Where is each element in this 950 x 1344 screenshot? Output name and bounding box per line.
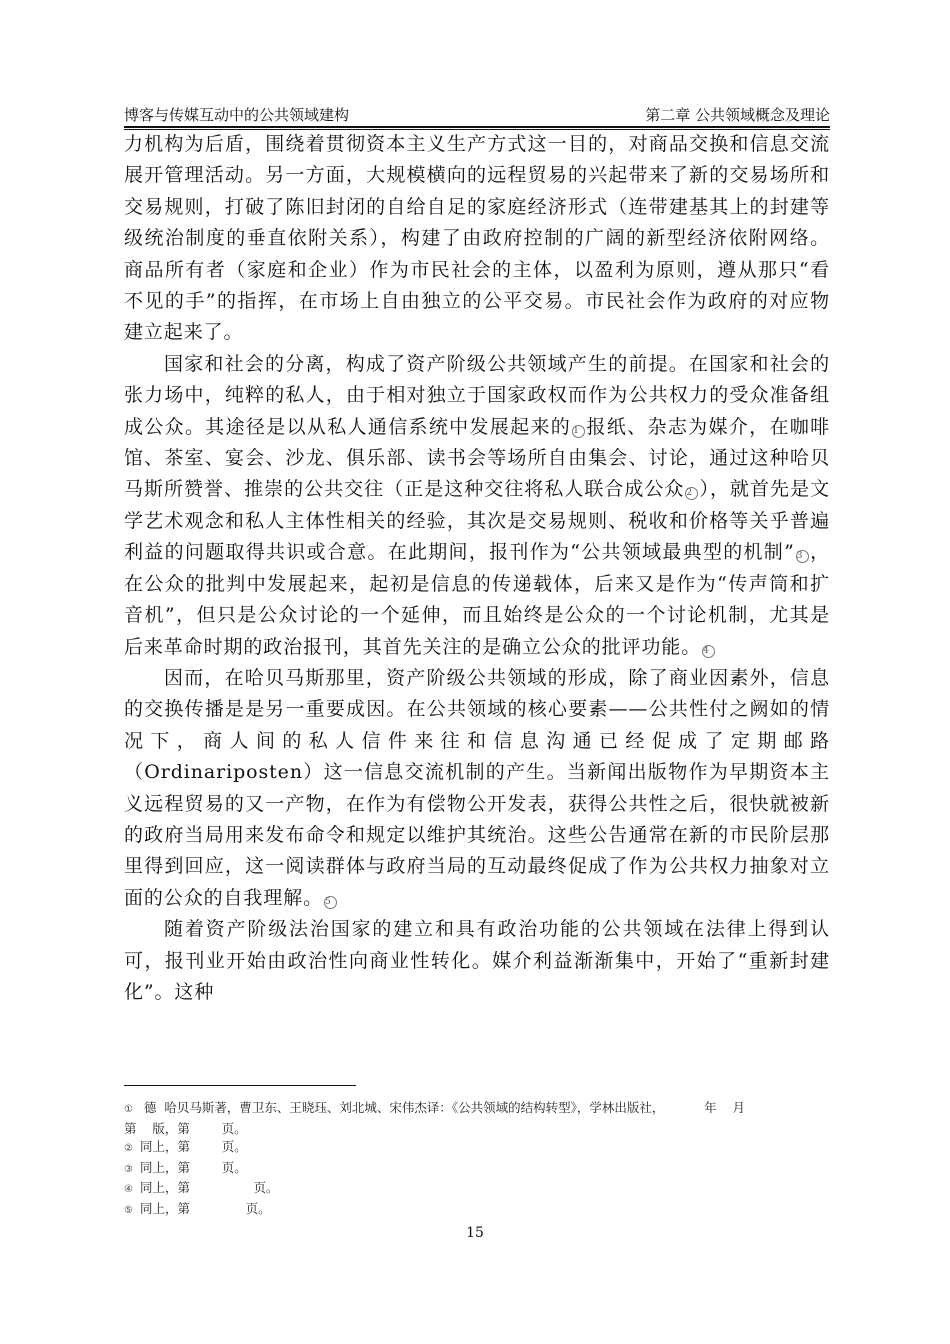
header-rule: [124, 126, 830, 128]
header-thesis-title: 博客与传媒互动中的公共领域建构: [124, 106, 350, 124]
footnote-text: 同上，第 页。: [135, 1200, 271, 1216]
paragraph-text: ），就首先是文学艺术观念和私人主体性相关的经验，其次是交易规则、税收和价格等关乎普遍利益的问题取得共识或合意。在此期间，报刊作为“公共领域最典型的机制”: [124, 478, 830, 564]
footnote-item: [124, 1120, 830, 1139]
paragraph: [124, 129, 830, 349]
footnote-mark: ①: [124, 1104, 133, 1115]
footnote-ref: 5: [324, 896, 337, 909]
footnote-text: 同上，第 页。: [135, 1139, 247, 1155]
paragraph-text: 国家和社会的分离，构成了资产阶级公共领域产生的前提。在国家和社会的张力场中，纯粹的私人，由于相对独立于国家政权而作为公共权力的受众准备组成公众。其途径是以从私人通信系统中发展起来的: [124, 352, 830, 438]
paragraph: [124, 349, 830, 663]
paragraph-text: 力机构为后盾，围绕着贯彻资本主义生产方式这一目的，对商品交换和信息交流展开管理活动。另一方面，大规模横向的远程贸易的兴起带来了新的交易场所和交易规则，打破了陈旧封闭的自给自足的家庭经济形式（连带建基其上的封建等级统治制度的垂直依附关系），构建了由政府控制的广阔的新型经济依附网络。商品所有者（家庭和企业）作为市民社会的主体，以盈利为原则，遵从那只“看不见的手”的指挥，在市场上自由独立的公平交易。市民社会作为政府的对应物建立起来了。: [124, 133, 830, 344]
footnotes: [124, 1099, 830, 1221]
footnote-text: 第 版，第 页。: [124, 1120, 247, 1136]
footnote-ref: 1: [572, 425, 585, 438]
footnote-separator: [124, 1085, 356, 1086]
footnote-mark: ⑤: [124, 1204, 133, 1216]
footnote-text: 同上，第 页。: [135, 1159, 247, 1175]
footnote-mark: ③: [124, 1163, 133, 1175]
paragraph: [124, 663, 830, 914]
footnote-text: 德 哈贝马斯著，曹卫东、王晓珏、刘北城、宋伟杰译：《公共领域的结构转型》，学林出版社， 年 月: [135, 1100, 745, 1115]
body-text: [124, 129, 830, 1008]
footnote-item: [124, 1159, 830, 1180]
running-header: [124, 105, 830, 125]
footnote-text: 同上，第 页。: [135, 1180, 279, 1196]
paragraph-text: 随着资产阶级法治国家的建立和具有政治功能的公共领域在法律上得到认可，报刊业开始由政治性向商业性转化。媒介利益渐渐集中，开始了“重新封建化”。这种: [124, 918, 830, 1003]
paragraph-text: 报纸、杂志为媒介，在咖啡馆、茶室、宴会、沙龙、俱乐部、读书会等场所自由集会、讨论，通过这种哈贝马斯所赞誉、推崇的公共交往（正是这种交往将私人联合成公众: [124, 415, 830, 501]
footnote-item: [124, 1138, 830, 1159]
footnote-mark: ④: [124, 1184, 133, 1196]
footnote-item: [124, 1200, 830, 1221]
paragraph-text: ，在公众的批判中发展起来，起初是信息的传递载体，后来又是作为“传声筒和扩音机”，但只是公众讨论的一个延伸，而且始终是公众的一个讨论机制，尤其是后来革命时期的政治报刊，其首先关注的是确立公众的批评功能。: [124, 541, 831, 658]
header-chapter-title: 第二章 公共领域概念及理论: [645, 106, 830, 124]
paragraph-text: 因而，在哈贝马斯那里，资产阶级公共领域的形成，除了商业因素外，信息的交换传播是是另一重要成因。在公共领域的核心要素——公共性付之阙如的情况下，商人间的私人信件来往和信息沟通已经促成了定期邮路（Ordinariposten）这一信息交流机制的产生。当新闻出版物作为早期资本主义远程贸易的又一产物，在作为有偿物公开发表，获得公共性之后，很快就被新的政府当局用来发布命令和规定以维护其统治。这些公告通常在新的市民阶层那里得到回应，这一阅读群体与政府当局的互动最终促成了作为公共权力抽象对立面的公众的自我理解。: [124, 666, 830, 909]
footnote-item: [124, 1179, 830, 1200]
paragraph: [124, 914, 830, 1008]
footnote-item: [124, 1099, 830, 1120]
page-number: 15: [466, 1225, 484, 1241]
footnote-ref: 2: [685, 487, 698, 500]
footnote-mark: ②: [124, 1143, 133, 1155]
footnote-ref: 3: [796, 550, 809, 563]
footnote-ref: 4: [702, 645, 715, 658]
